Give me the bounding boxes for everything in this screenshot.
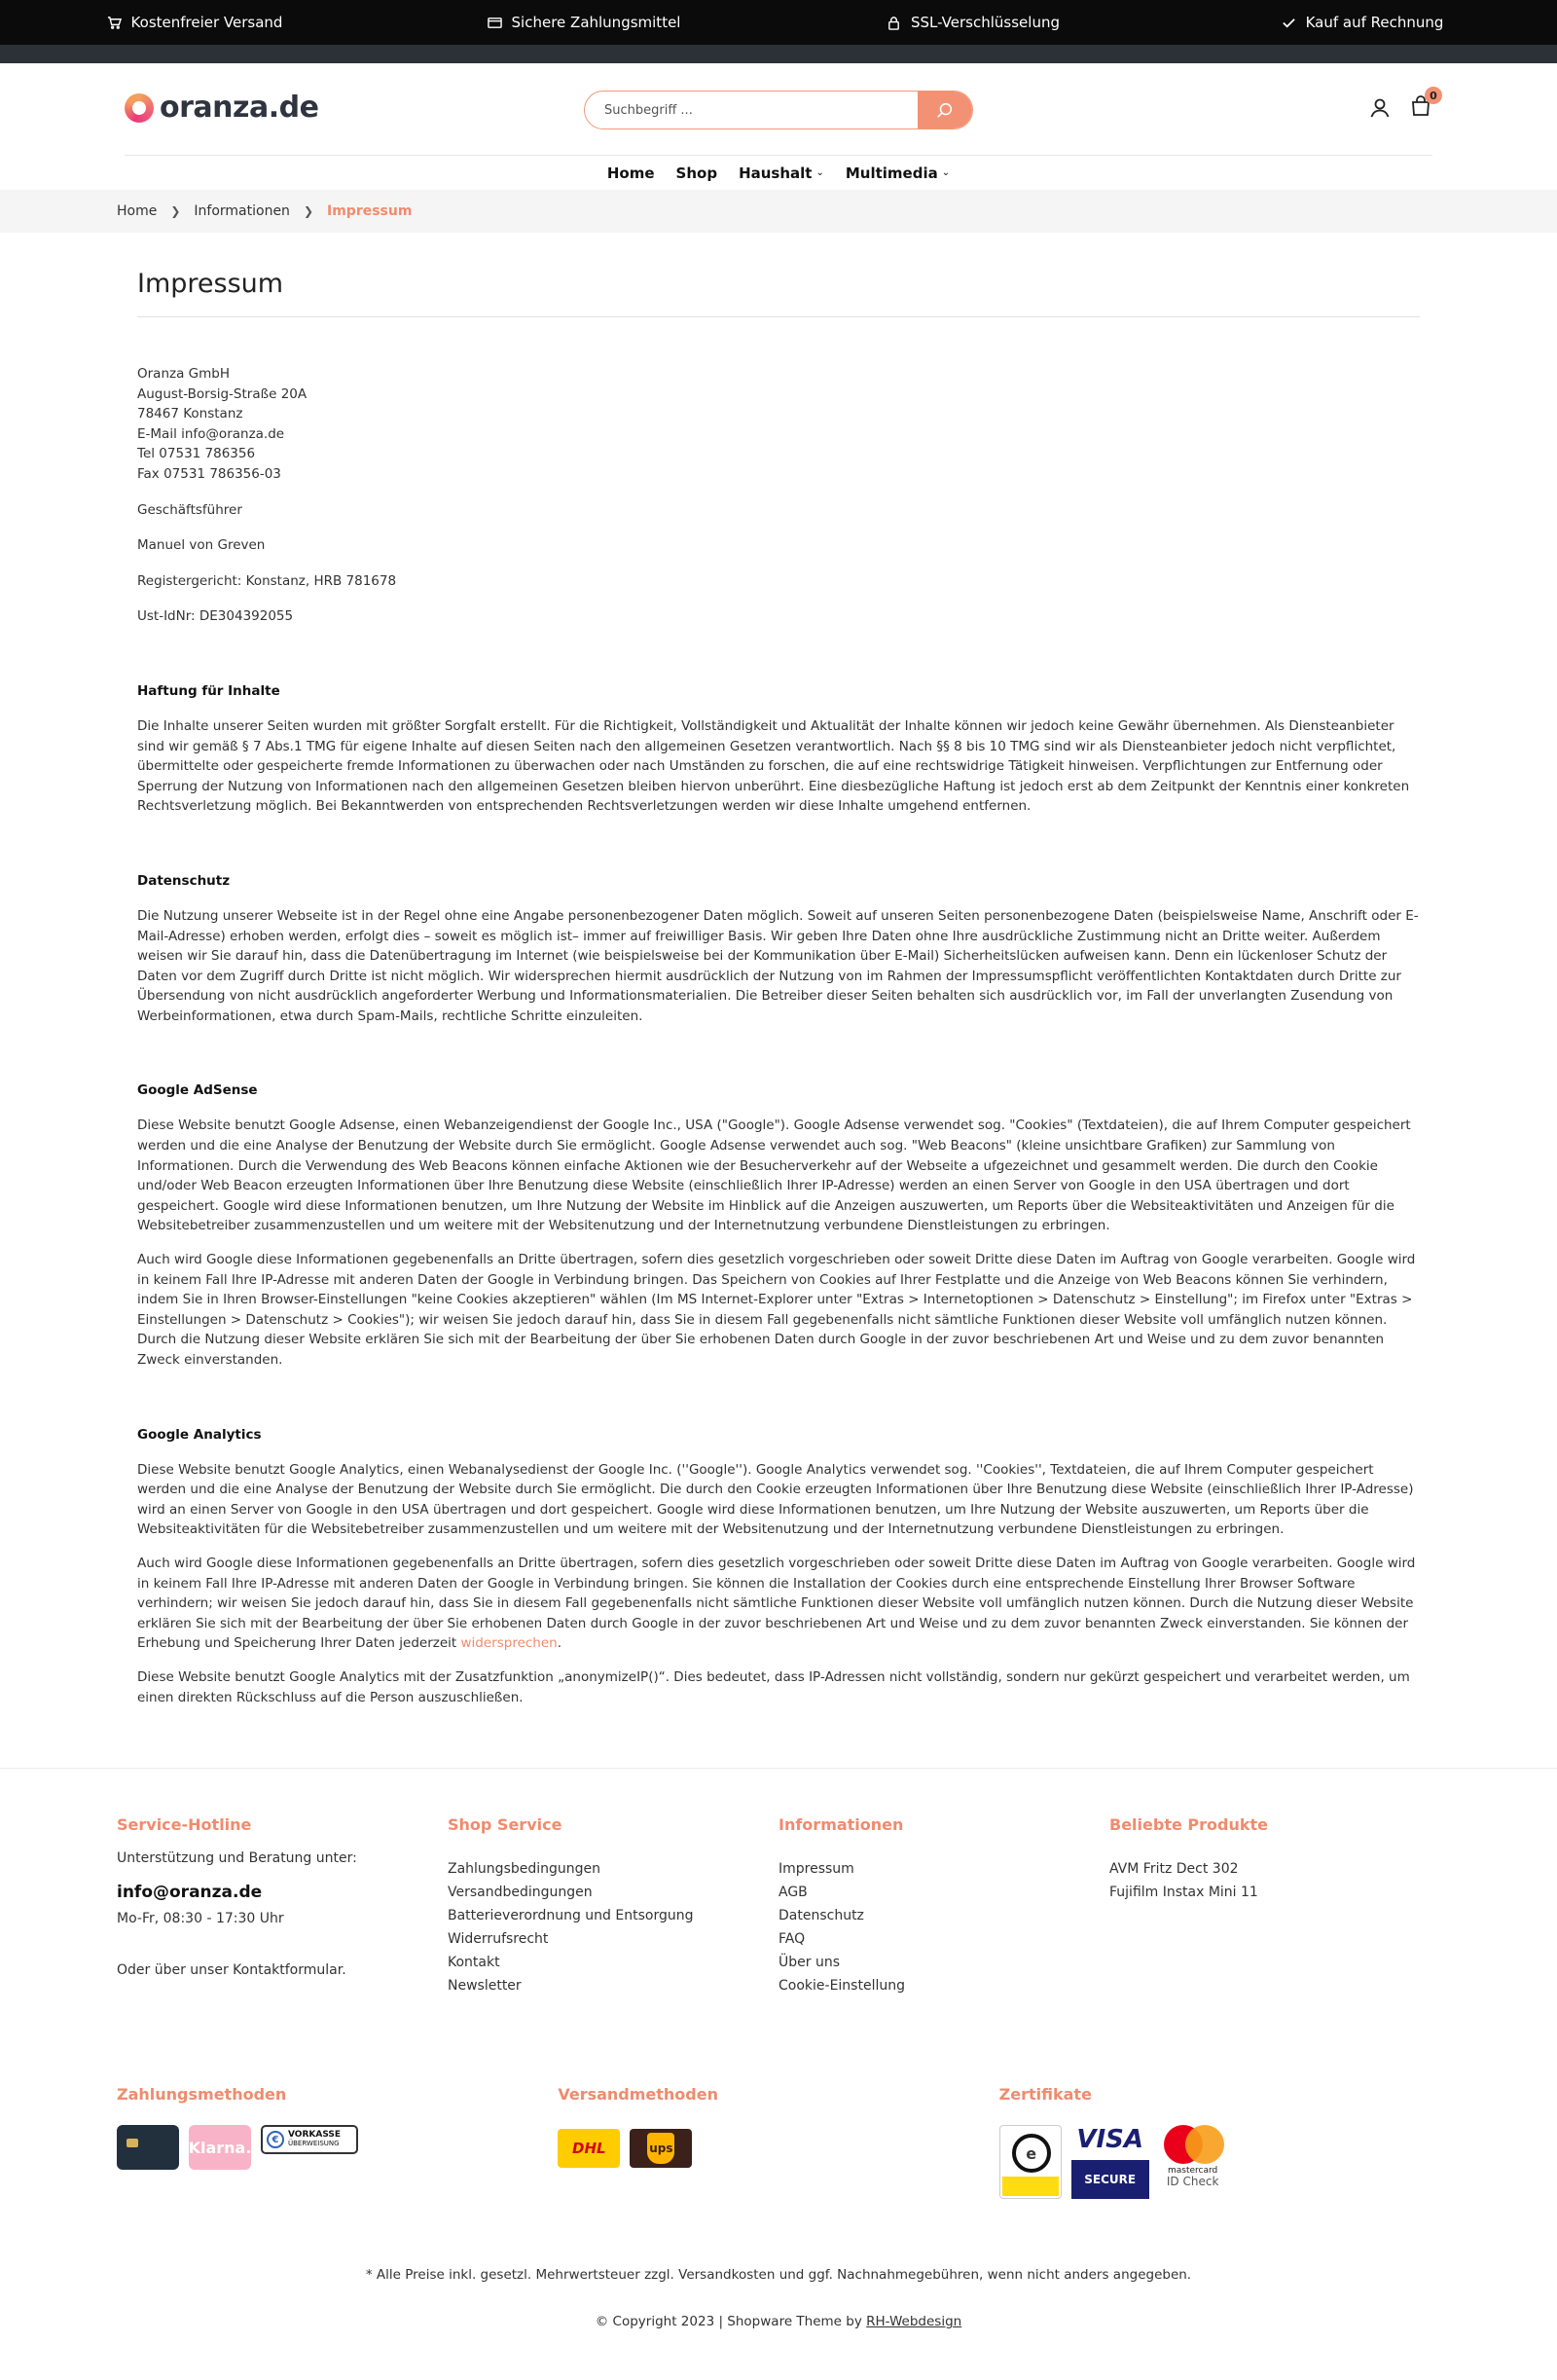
- footer-link[interactable]: AVM Fritz Dect 302: [1109, 1861, 1239, 1878]
- usp-item: [778, 14, 1168, 31]
- card-chip-icon: [127, 2139, 138, 2147]
- vorkasse-label: VORKASSE: [288, 2130, 342, 2141]
- address-line: E-Mail info@oranza.de: [137, 425, 285, 442]
- main-navigation: [125, 155, 1432, 190]
- ups-logo: [630, 2129, 692, 2168]
- usp-item: [0, 14, 389, 31]
- vorkasse-text: [288, 2131, 341, 2148]
- nav-item-label: Home: [606, 164, 655, 182]
- nav-item-home[interactable]: [607, 165, 655, 182]
- mastercard-id-check-logo: [1159, 2125, 1227, 2187]
- lock-icon: [887, 16, 901, 30]
- nav-item-shop[interactable]: [676, 165, 718, 182]
- payment-methods: [117, 2085, 558, 2199]
- footer-link-list: [1109, 1857, 1440, 1904]
- section-text-end: .: [557, 1635, 562, 1652]
- footer-column-informationen: [778, 1815, 1109, 1997]
- seal-footer: [1002, 2177, 1059, 2196]
- shipping-methods: [558, 2085, 998, 2199]
- usp-item: [389, 14, 778, 31]
- copyright-text: © Copyright 2023 | Shopware Theme by: [595, 2314, 862, 2330]
- section-title-haftung: Haftung für Inhalte: [137, 682, 280, 699]
- visa-secure-logo: [1071, 2125, 1149, 2199]
- ups-shield: ups: [647, 2133, 674, 2164]
- search-icon: [936, 101, 954, 119]
- footer-heading: Beliebte Produkte: [1109, 1815, 1268, 1835]
- section-text: Die Inhalte unserer Seiten wurden mit größter Sorgfalt erstellt. Für die Richtigkeit, Vollständigkeit und Aktualität der Inhalte können wir jedoch keine Gewähr übernehmen. Als Diensteanbieter sind wir gemäß § 7 Abs.1 TMG für eigene Inhalte auf diesen Seiten nach den allgemeinen Gesetzen verantwortlich. Nach §§ 8 bis 10 TMG sind wir als Diensteanbieter jedoch nicht verpflichtet, übermittelte oder gespeicherte fremde Informationen zu überwachen oder nach Umständen zu forschen, die auf eine rechtswidrige Tätigkeit hinweisen. Verpflichtungen zur Entfernung oder Sperrung der Nutzung von Informationen nach den allgemeinen Gesetzen bleiben hiervon unberührt. Eine diesbezügliche Haftung ist jedoch erst ab dem Zeitpunkt der Kenntnis einer konkreten Rechtsverletzung möglich. Bei Bekanntwerden von entsprechenden Rechtsverletzungen werden wir diese Inhalte umgehend entfernen.: [137, 717, 1410, 815]
- chevron-down-icon: ⌄: [815, 167, 824, 178]
- hotline-hours: Mo-Fr, 08:30 - 17:30 Uhr: [117, 1911, 284, 1927]
- section-title-adsense: Google AdSense: [137, 1082, 258, 1099]
- nav-item-label: Haushalt: [739, 164, 813, 182]
- euro-icon: €: [267, 2131, 284, 2148]
- seal-mark: e: [1012, 2134, 1051, 2173]
- header: [0, 63, 1557, 155]
- address-line: Tel 07531 786356: [137, 446, 256, 462]
- section-text: [137, 1554, 1420, 1654]
- search-input[interactable]: [585, 92, 918, 128]
- search-form: [584, 91, 973, 129]
- search-button[interactable]: [918, 92, 972, 128]
- chevron-down-icon: ⌄: [941, 167, 951, 178]
- footer-link[interactable]: Datenschutz: [778, 1908, 864, 1924]
- footer-link[interactable]: Newsletter: [448, 1978, 522, 1995]
- logo-row: [558, 2125, 998, 2168]
- hotline-contact[interactable]: Oder über unser Kontaktformular.: [117, 1962, 346, 1979]
- usp-label: Sichere Zahlungsmittel: [511, 14, 681, 31]
- footer-link[interactable]: Widerrufsrecht: [448, 1931, 549, 1948]
- footer-link[interactable]: FAQ: [778, 1931, 806, 1948]
- credit-card-logo-icon: [117, 2125, 179, 2170]
- footer-link-list: [778, 1857, 1109, 1997]
- footer: [0, 1768, 1557, 2329]
- usp-bar: [0, 0, 1557, 45]
- section-text: Diese Website benutzt Google Analytics mit der Zusatzfunktion „anonymizeIP()“. Dies bedeutet, dass IP-Adressen nicht vollständig, sondern nur gekürzt gespeichert und verarbeitet werden, um einen direkten Rückschluss auf die Person auszuschließen.: [137, 1668, 1410, 1705]
- klarna-logo: Klarna.: [189, 2125, 251, 2170]
- theme-author-link[interactable]: RH-Webdesign: [866, 2314, 962, 2330]
- nav-item-label: Shop: [675, 164, 718, 182]
- manager-name: Manuel von Greven: [137, 537, 266, 554]
- certificates: [999, 2085, 1440, 2199]
- logo-row: [999, 2125, 1440, 2199]
- footer-link[interactable]: Fujifilm Instax Mini 11: [1109, 1885, 1258, 1901]
- breadcrumb-item-informationen[interactable]: Informationen: [194, 203, 290, 219]
- mastercard-circles-icon: [1162, 2125, 1224, 2164]
- section-title-datenschutz: Datenschutz: [137, 872, 231, 889]
- breadcrumb-item-home[interactable]: Home: [117, 203, 158, 219]
- account-icon[interactable]: [1368, 96, 1392, 120]
- footer-heading: Informationen: [778, 1815, 904, 1835]
- section-text: Auch wird Google diese Informationen gegebenenfalls an Dritte übertragen, sofern dies gesetzlich vorgeschrieben oder soweit Dritte diese Daten im Auftrag von Google verarbeiten. Google wird in keinem Fall Ihre IP-Adresse mit anderen Daten der Google in Verbindung bringen. Das Speichern von Cookies auf Ihrer Festplatte und die Anzeige von Web Beacons können Sie verhindern, indem Sie in Ihren Browser-Einstellungen "keine Cookies akzeptieren" wählen (Im MS Internet-Explorer unter "Extras > Internetoptionen > Datenschutz > Einstellung"; im Firefox unter "Extras > Einstellungen > Datenschutz > Cookies"); wir weisen Sie jedoch darauf hin, dass Sie in diesem Fall gegebenenfalls nicht sämtliche Funktionen dieser Website voll umfänglich nutzen können. Durch die Nutzung dieser Website erklären Sie sich mit der Bearbeitung der über Sie erhobenen Daten durch Google in der zuvor beschriebenen Art und Weise und zu dem zuvor benannten Zweck einverstanden.: [137, 1252, 1416, 1368]
- section-text: Diese Website benutzt Google Analytics, einen Webanalysedienst der Google Inc. (''Google''). Google Analytics verwendet sog. ''Cookies'', Textdateien, die auf Ihrem Computer gespeichert werden und die eine Analyse der Benutzung der Website durch Sie ermöglicht. Die durch den Cookie erzeugten Informationen über Ihre Benutzung diese Website (einschließlich Ihrer IP-Adresse) wird an einen Server von Google in den USA übertragen und dort gespeichert. Google wird diese Informationen benutzen, um Ihre Nutzung der Website auszuwerten, um Reports über die Websiteaktivitäten für die Websitebetreiber zusammenzustellen und um weitere mit der Websitenutzung und der Internetnutzung verbundene Dienstleistungen zu erbringen.: [137, 1461, 1414, 1538]
- logo[interactable]: [125, 91, 318, 125]
- visa-wordmark: VISA: [1076, 2125, 1143, 2155]
- footer-link[interactable]: Batterieverordnung und Entsorgung: [448, 1908, 694, 1924]
- usp-label: SSL-Verschlüsselung: [911, 14, 1060, 31]
- address-line: Oranza GmbH: [137, 366, 230, 382]
- id-check-label: ID Check: [1166, 2175, 1219, 2189]
- opt-out-link[interactable]: widersprechen: [460, 1635, 558, 1652]
- footer-columns: [0, 1769, 1557, 1997]
- credit-card-icon: [488, 16, 502, 30]
- chevron-right-icon: ❯: [303, 204, 313, 218]
- footer-heading: Zahlungsmethoden: [117, 2085, 287, 2105]
- chevron-right-icon: ❯: [170, 204, 181, 218]
- footer-heading: Zertifikate: [998, 2085, 1092, 2105]
- breadcrumb-current: Impressum: [327, 203, 413, 219]
- cart-count-badge: 0: [1425, 87, 1442, 104]
- footer-column-produkte: [1109, 1815, 1440, 1997]
- register-info: Registergericht: Konstanz, HRB 781678: [137, 572, 397, 589]
- vorkasse-sublabel: ÜBERWEISUNG: [288, 2140, 340, 2148]
- logo-text: oranza.de: [160, 91, 319, 125]
- footer-logos: [0, 1997, 1557, 2199]
- footer-column-shop-service: [448, 1815, 778, 1997]
- nav-item-haushalt[interactable]: [739, 165, 824, 182]
- vorkasse-logo: [261, 2125, 358, 2154]
- page-title: Impressum: [137, 269, 1420, 317]
- footer-link[interactable]: Über uns: [778, 1955, 840, 1971]
- cart-button[interactable]: [1409, 89, 1437, 122]
- usp-item: [1168, 14, 1557, 31]
- usp-label: Kostenfreier Versand: [130, 14, 283, 31]
- nav-item-label: Multimedia: [845, 164, 938, 182]
- manager-label: Geschäftsführer: [137, 501, 242, 518]
- footer-link-list: [448, 1857, 778, 1997]
- address-line: Fax 07531 786356-03: [137, 465, 281, 482]
- nav-item-multimedia[interactable]: [846, 165, 950, 182]
- hotline-support: Unterstützung und Beratung unter:: [117, 1850, 357, 1867]
- address-line: 78467 Konstanz: [137, 406, 243, 422]
- mastercard-wordmark: mastercard: [1168, 2166, 1218, 2177]
- check-icon: [1282, 16, 1296, 30]
- footer-link[interactable]: Impressum: [778, 1861, 854, 1878]
- address-line: August-Borsig-Straße 20A: [137, 385, 308, 402]
- vat-id: Ust-IdNr: DE304392055: [137, 608, 294, 625]
- footer-link[interactable]: Zahlungsbedingungen: [448, 1861, 601, 1878]
- footer-heading: Service-Hotline: [117, 1815, 252, 1835]
- footer-link[interactable]: Kontakt: [448, 1955, 500, 1971]
- cart-icon: [107, 16, 122, 30]
- footer-column-hotline: [117, 1815, 448, 1997]
- footer-heading: Shop Service: [448, 1815, 562, 1835]
- main-content: [0, 269, 1557, 1707]
- header-actions: [1368, 89, 1437, 122]
- copyright: [0, 2314, 1557, 2329]
- section-text: Diese Website benutzt Google Adsense, einen Webanzeigendienst der Google Inc., USA ("Google"). Google Adsense verwendet sog. "Cookies" (Textdateien), die auf Ihrem Computer gespeichert werden und die eine Analyse der Benutzung der Website durch Sie ermöglicht. Google Adsense verwendet auch sog. "Web Beacons" (kleine unsichtbare Grafiken) zur Sammlung von Informationen. Durch die Verwendung des Web Beacons können einfache Aktionen wie der Besucherverkehr auf der Webseite a ufgezeichnet und gesammelt werden. Die durch den Cookie und/oder Web Beacon erzeugten Informationen über Ihre Benutzung diese Website (einschließlich Ihrer IP-Adresse) werden an einen Server von Google in den USA übertragen und dort gespeichert. Google wird diese Informationen benutzen, um Ihre Nutzung der Website im Hinblick auf die Anzeigen auszuwerten, um Reports über die Websiteaktivitäten und Anzeigen für die Websitebetreiber zusammenzustellen und um weitere mit der Websitenutzung und der Internetnutzung verbundene Dienstleistungen zu erbringen.: [137, 1117, 1411, 1234]
- footer-link[interactable]: Versandbedingungen: [448, 1885, 593, 1901]
- trusted-shops-seal-icon[interactable]: [999, 2125, 1062, 2199]
- header-strip: [0, 45, 1557, 63]
- section-title-analytics: Google Analytics: [137, 1426, 262, 1443]
- logo-row: [117, 2125, 558, 2170]
- usp-label: Kauf auf Rechnung: [1305, 14, 1444, 31]
- address-block: [137, 364, 1420, 485]
- footer-link[interactable]: AGB: [778, 1885, 808, 1901]
- footer-link[interactable]: Cookie-Einstellung: [778, 1978, 905, 1995]
- footer-heading: Versandmethoden: [558, 2085, 718, 2105]
- legal-notice: * Alle Preise inkl. gesetzl. Mehrwertsteuer zzgl. Versandkosten und ggf. Nachnahmegebühren, wenn nicht anders angegeben.: [365, 2267, 1192, 2284]
- dhl-logo: DHL: [558, 2129, 620, 2168]
- visa-secure-label: SECURE: [1071, 2160, 1149, 2199]
- breadcrumb: [0, 190, 1557, 233]
- section-text-part: Auch wird Google diese Informationen gegebenenfalls an Dritte übertragen, sofern dies gesetzlich vorgeschrieben oder soweit Dritte diese Daten im Auftrag von Google verarbeiten. Google wird in keinem Fall Ihre IP-Adresse mit anderen Daten der Google in Verbindung bringen. Sie können die Installation der Cookies durch eine entsprechende Einstellung Ihrer Browser Software verhindern; wir weisen Sie jedoch darauf hin, dass Sie in diesem Fall gegebenenfalls nicht sämtliche Funktionen dieser Website voll umfänglich nutzen können. Durch die Nutzung dieser Website erklären Sie sich mit der Bearbeitung der über Sie erhobenen Daten durch Google in der zuvor beschriebenen Art und Weise und zu dem zuvor benannten Zweck einverstanden. Sie können der Erhebung und Speicherung Ihrer Daten jederzeit: [137, 1555, 1416, 1652]
- logo-mark-icon: [125, 93, 154, 123]
- hotline-email[interactable]: info@oranza.de: [117, 1883, 263, 1903]
- section-text: Die Nutzung unserer Webseite ist in der Regel ohne eine Angabe personenbezogener Daten möglich. Soweit auf unseren Seiten personenbezogene Daten (beispielsweise Name, Anschrift oder E-Mail-Adresse) erhoben werden, erfolgt dies – soweit es möglich ist– immer auf freiwilliger Basis. Wir geben Ihre Daten ohne Ihre ausdrückliche Zustimmung nicht an Dritte weiter. Außerdem weisen wir Sie darauf hin, dass die Datenübertragung im Internet (wie beispielsweise bei der Kommunikation über E-Mail) Sicherheitslücken aufweisen kann. Denn ein lückenloser Schutz der Daten vor dem Zugriff durch Dritte ist nicht möglich. Wir widersprechen hiermit ausdrücklich der Nutzung von im Rahmen der Impressumspflicht veröffentlichten Kontaktdaten durch Dritte zur Übersendung von nicht ausdrücklich angeforderter Werbung und Informationsmaterialien. Die Betreiber dieser Seiten behalten sich ausdrücklich vor, im Fall der unverlangten Zusendung von Werbeinformationen, etwa durch Spam-Mails, rechtliche Schritte einzuleiten.: [137, 907, 1419, 1024]
